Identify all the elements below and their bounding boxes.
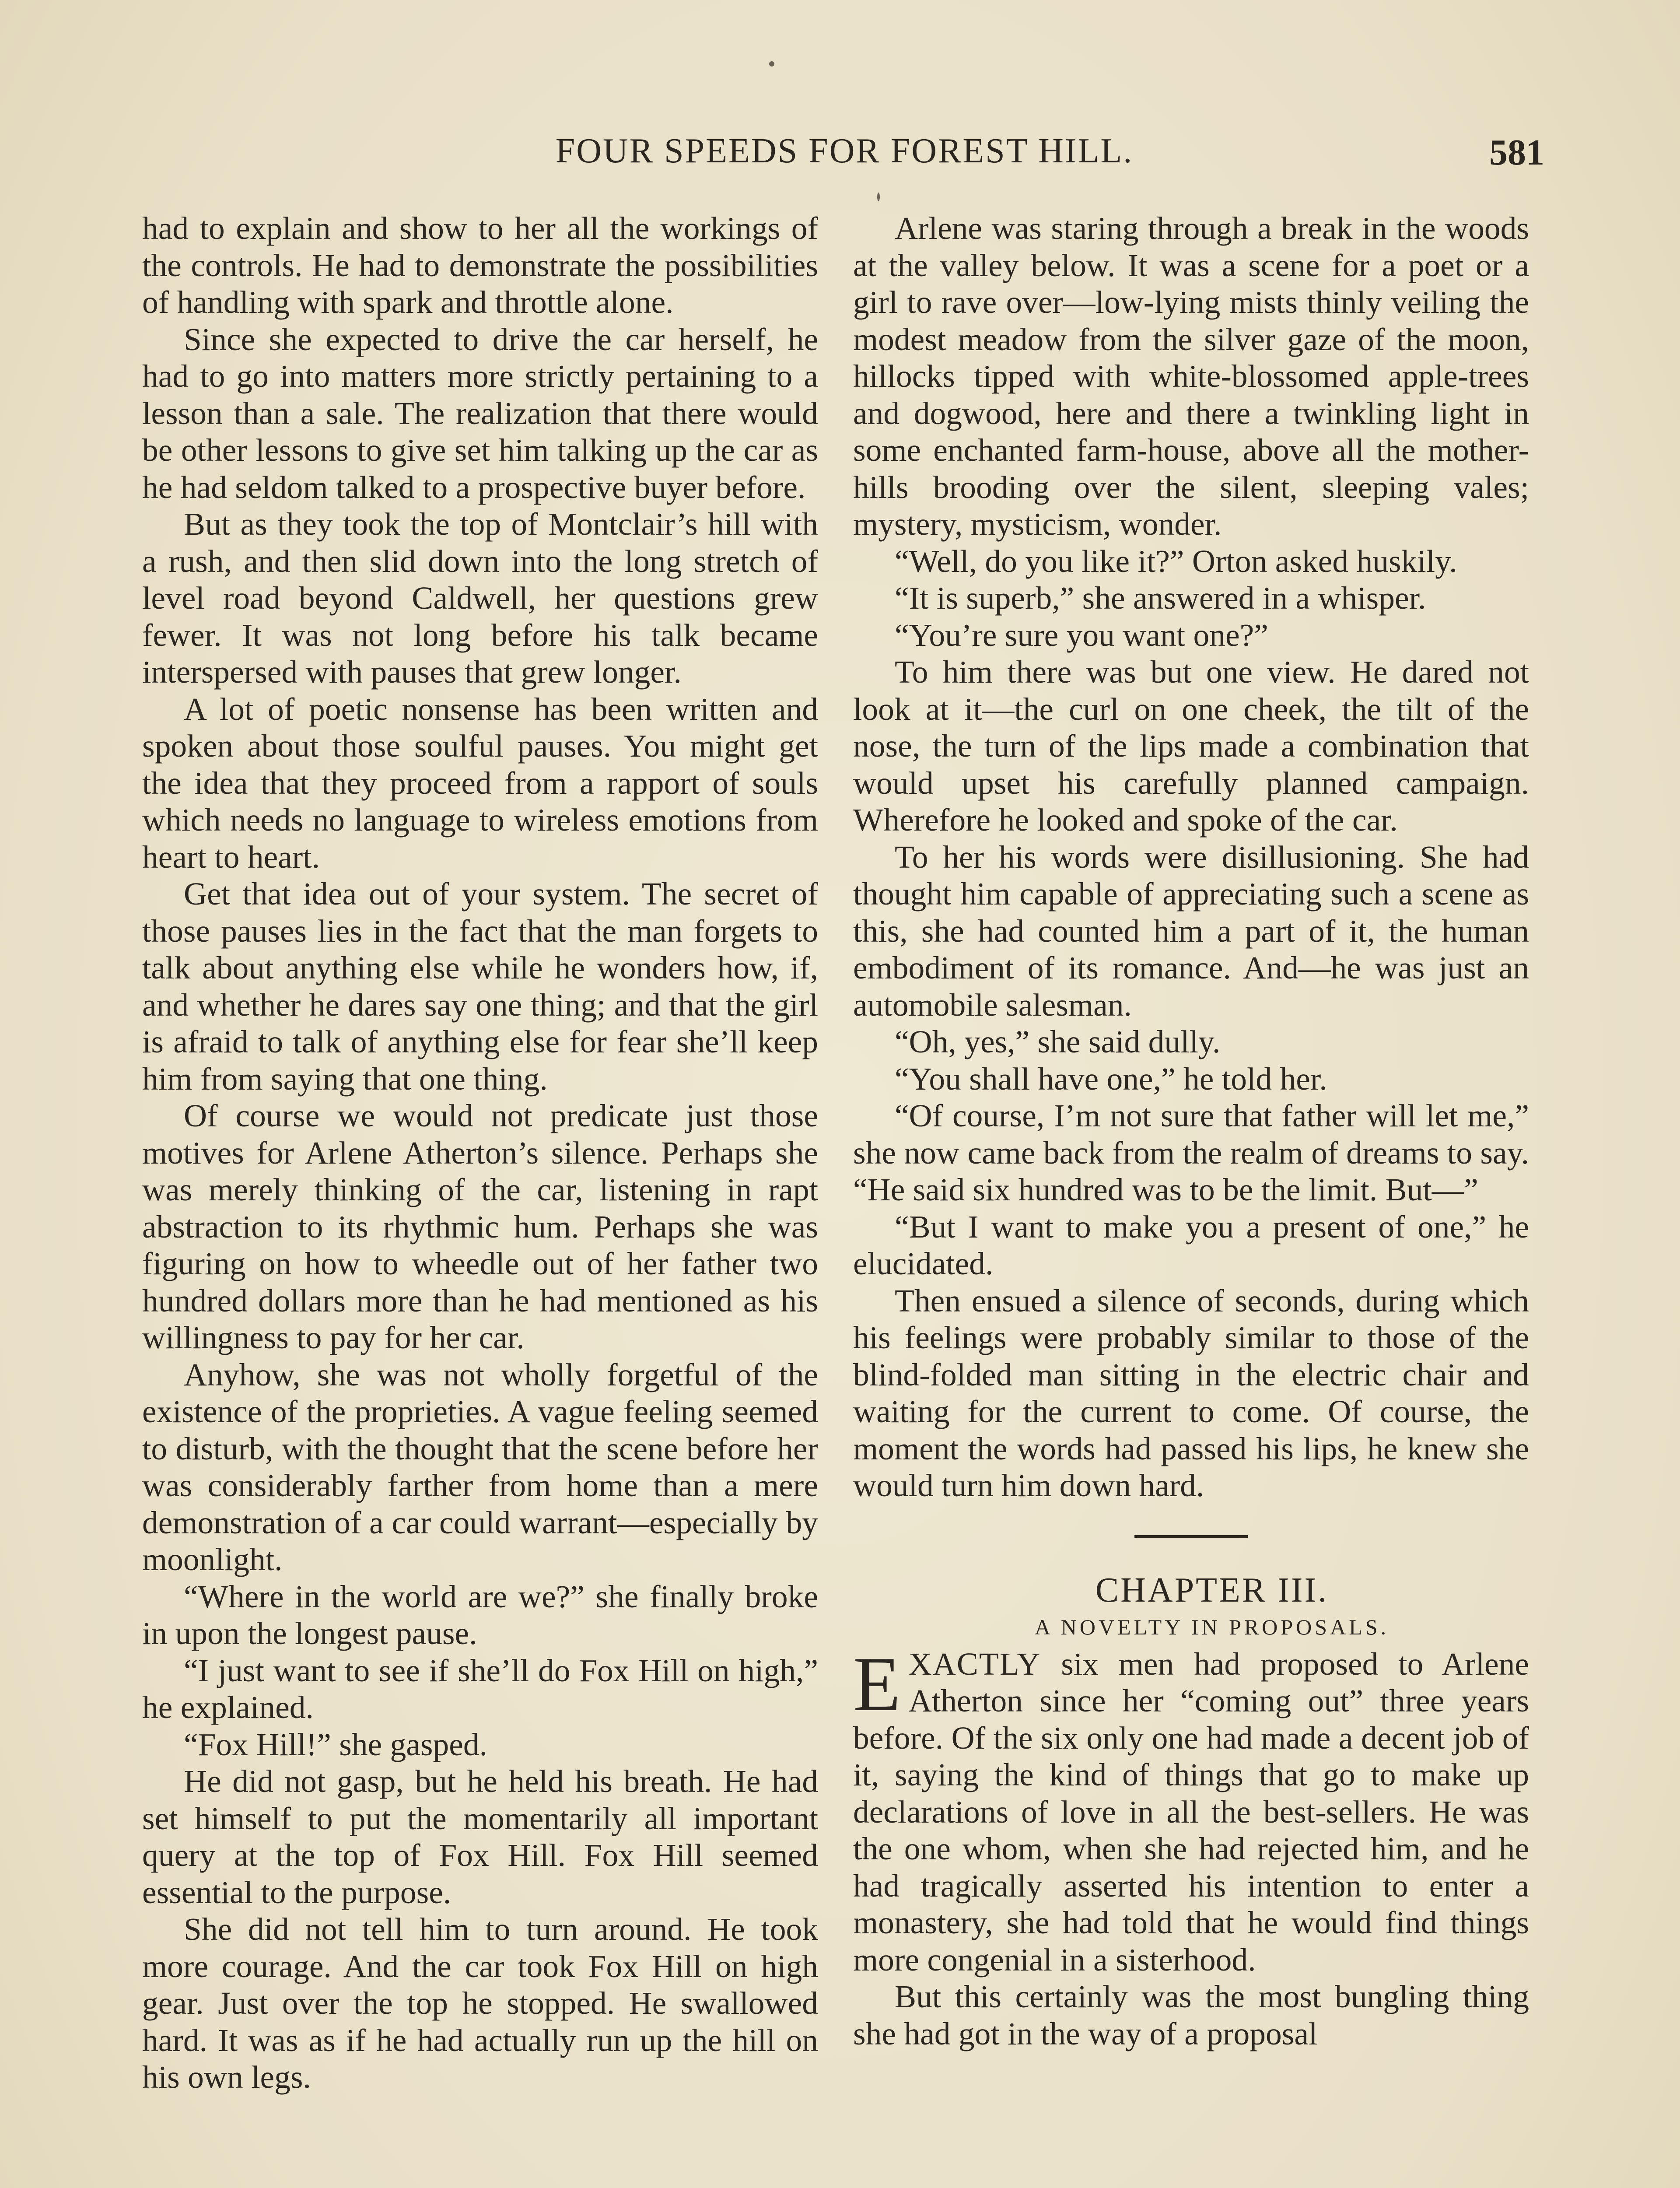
chapter-opening-paragraph	[853, 1640, 1529, 1979]
print-speck	[769, 61, 774, 67]
paragraph: But this certainly was the most bungling thing she had got in the way of a proposal	[853, 1979, 1529, 2051]
drop-cap: E	[853, 1640, 901, 1727]
paragraph: “You shall have one,” he told her.	[895, 1061, 1327, 1097]
chapter-title: CHAPTER III.	[1095, 1571, 1329, 1609]
paragraph: But as they took the top of Montclair’s hill with a rush, and then slid down into the long stretch of level road beyond Caldwell, her questions grew fewer. It was not long before his talk became interspersed with pauses that grew longer.	[142, 506, 818, 690]
section-divider	[1134, 1535, 1248, 1538]
paragraph: Anyhow, she was not wholly forgetful of the existence of the proprieties. A vague feeling seemed to disturb, with the thought that the scene before her was considerably farther from home than a mere demonstration of a car could warrant—especially by moonlight.	[142, 1357, 818, 1577]
paragraph: To him there was but one view. He dared not look at it—the curl on one cheek, the tilt of the nose, the turn of the lips made a combination that would upset his carefully planned campaign. Wherefore he looked and spoke of the car.	[853, 654, 1529, 838]
left-column	[142, 210, 818, 2096]
paragraph: had to explain and show to her all the workings of the controls. He had to demonstrate the possibilities of handling with spark and throttle alone.	[142, 210, 818, 320]
paragraph: Get that idea out of your system. The secret of those pauses lies in the fact that the man forgets to talk about anything else while he wonders how, if, and whether he dares say one thing; and that the girl is afraid to talk of anything else for fear she’ll keep him from saying that one thing.	[142, 876, 818, 1097]
paragraph: To her his words were disillusioning. She had thought him capable of appreciating such a scene as this, she had counted him a part of it, the human embodiment of its romance. And—he was just an automobile salesman.	[853, 839, 1529, 1023]
paragraph: “Of course, I’m not sure that father will let me,” she now came back from the realm of dreams to say. “He said six hundred was to be the limit. But—”	[853, 1098, 1529, 1207]
paragraph: “I just want to see if she’ll do Fox Hill on high,” he explained.	[142, 1652, 818, 1725]
paragraph: Then ensued a silence of seconds, during which his feelings were probably similar to those of the blind-folded man sitting in the electric chair and waiting for the current to come. Of course, the moment the words had passed his lips, he knew she would turn him down hard.	[853, 1283, 1529, 1503]
paragraph: “You’re sure you want one?”	[895, 617, 1268, 653]
running-head	[144, 131, 1544, 179]
page-number: 581	[1489, 132, 1544, 173]
paragraph: “Fox Hill!” she gasped.	[184, 1726, 488, 1762]
chapter-subtitle: A NOVELTY IN PROPOSALS.	[1034, 1615, 1390, 1639]
paragraph: She did not tell him to turn around. He took more courage. And the car took Fox Hill on high gear. Just over the top he stopped. He swallowed hard. It was as if he had actually run up the hill on his own legs.	[142, 1911, 818, 2095]
paragraph: “Oh, yes,” she said dully.	[895, 1024, 1221, 1059]
paragraph: “It is superb,” she answered in a whisper.	[895, 580, 1426, 616]
paragraph: “Well, do you like it?” Orton asked huskily.	[895, 543, 1457, 579]
paragraph: Since she expected to drive the car herself, he had to go into matters more strictly pertaining to a lesson than a sale. The realization that there would be other lessons to give set him talking up the car as he had seldom talked to a prospective buyer before.	[142, 321, 818, 505]
running-title: FOUR SPEEDS FOR FOREST HILL.	[555, 132, 1134, 170]
paragraph: “Where in the world are we?” she finally broke in upon the longest pause.	[142, 1578, 818, 1651]
paragraph: He did not gasp, but he held his breath. He had set himself to put the momentarily all important query at the top of Fox Hill. Fox Hill seemed essential to the purpose.	[142, 1764, 818, 1910]
right-column	[853, 210, 1529, 2052]
paragraph: Arlene was staring through a break in the woods at the valley below. It was a scene for a poet or a girl to rave over—low-lying mists thinly veiling the modest meadow from the silver gaze of the moon, hillocks tipped with white-blossomed apple-trees and dogwood, here and there a twinkling light in some enchanted farm-house, above all the mother-hills brooding over the silent, sleeping vales; mystery, mysticism, wonder.	[853, 210, 1529, 542]
paragraph: A lot of poetic nonsense has been written and spoken about those soulful pauses. You might get the idea that they proceed from a rapport of souls which needs no language to wireless emotions from heart to heart.	[142, 691, 818, 875]
paragraph: Of course we would not predicate just those motives for Arlene Atherton’s silence. Perhaps she was merely thinking of the car, listening in rapt abstraction to its rhythmic hum. Perhaps she was figuring on how to wheedle out of her father two hundred dollars more than he had mentioned as his willingness to pay for her car.	[142, 1098, 818, 1355]
opening-word: XACTLY	[908, 1646, 1041, 1682]
print-speck	[877, 193, 880, 201]
paragraph: “But I want to make you a present of one,” he elucidated.	[853, 1209, 1529, 1281]
opening-text: six men had proposed to Arlene Atherton since her “coming out” three years before. Of the six only one had made a decent job of it, saying the kind of things that go to make up declarations of love in all the best-sellers. He was the one whom, when she had rejected him, and he had tragically asserted his intention to enter a monastery, she had told that he would find things more congenial in a sisterhood.	[853, 1646, 1529, 1978]
